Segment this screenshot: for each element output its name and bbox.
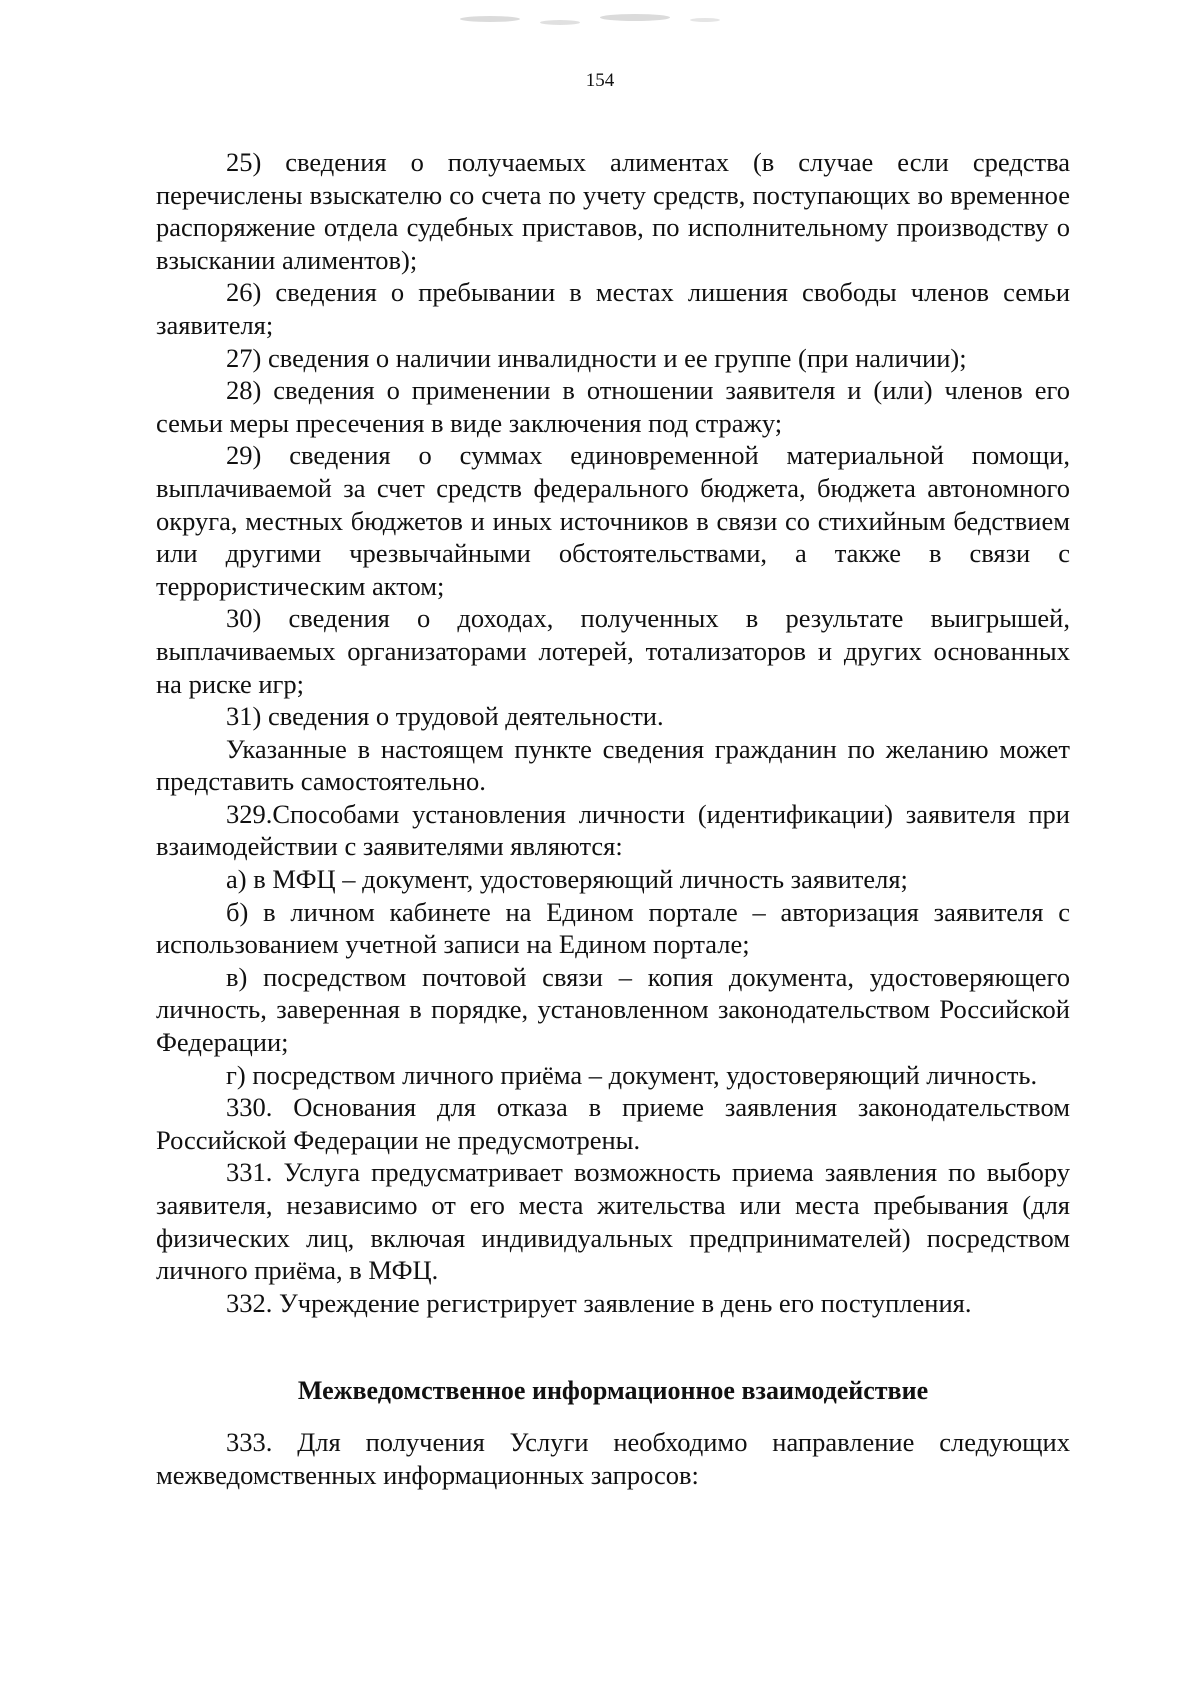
paragraph: г) посредством личного приёма – документ, удостоверяющий личность. <box>226 1059 1038 1090</box>
paragraph: а) в МФЦ – документ, удостоверяющий личность заявителя; <box>226 864 908 895</box>
paragraph: 25) сведения о получаемых алиментах (в случае если средства перечислены взыскателю со счета по учету средств, поступающих во временное распоряжение отдела судебных приставов, по исполнительному производству о взыскании алиментов); <box>156 147 1070 275</box>
paragraph: 331. Услуга предусматривает возможность приема заявления по выбору заявителя, независимо от его места жительства или места пребывания (для физических лиц, включая индивидуальных предпринимателей) посредством личного приёма, в МФЦ. <box>156 1157 1070 1286</box>
document-body <box>156 146 1070 1491</box>
paragraph: 332. Учреждение регистрирует заявление в день его поступления. <box>226 1287 972 1318</box>
paragraph: 30) сведения о доходах, полученных в результате выигрышей, выплачиваемых организаторами лотерей, тотализаторов и других основанных на риске игр; <box>156 603 1070 699</box>
paragraph: 31) сведения о трудовой деятельности. <box>226 701 664 732</box>
page-number: 154 <box>585 70 615 91</box>
paragraph: в) посредством почтовой связи – копия документа, удостоверяющего личность, заверенная в порядке, установленном законодательством Российской Федерации; <box>156 961 1070 1058</box>
paragraph: 26) сведения о пребывании в местах лишения свободы членов семьи заявителя; <box>156 277 1070 340</box>
paragraph: Указанные в настоящем пункте сведения гражданин по желанию может представить самостоятельно. <box>156 733 1070 797</box>
paragraph: 29) сведения о суммах единовременной материальной помощи, выплачиваемой за счет средств федерального бюджета, бюджета автономного округа, местных бюджетов и иных источников в связи со стихийным бедствием или другими чрезвычайными обстоятельствами, а также в связи с террористическим актом; <box>156 440 1070 601</box>
paragraph: б) в личном кабинете на Едином портале – авторизация заявителя с использованием учетной записи на Едином портале; <box>156 896 1070 960</box>
paragraph: 330. Основания для отказа в приеме заявления законодательством Российской Федерации не предусмотрены. <box>156 1092 1070 1155</box>
paragraph: 329.Способами установления личности (идентификации) заявителя при взаимодействии с заявителями являются: <box>156 798 1070 862</box>
paragraph: 27) сведения о наличии инвалидности и ее группе (при наличии); <box>226 342 967 373</box>
paragraph: 28) сведения о применении в отношении заявителя и (или) членов его семьи меры пресечения в виде заключения под стражу; <box>156 375 1070 438</box>
paragraph: 333. Для получения Услуги необходимо направление следующих межведомственных информационных запросов: <box>156 1426 1070 1490</box>
section-heading: Межведомственное информационное взаимодействие <box>297 1376 929 1406</box>
scan-artifact <box>440 4 770 38</box>
